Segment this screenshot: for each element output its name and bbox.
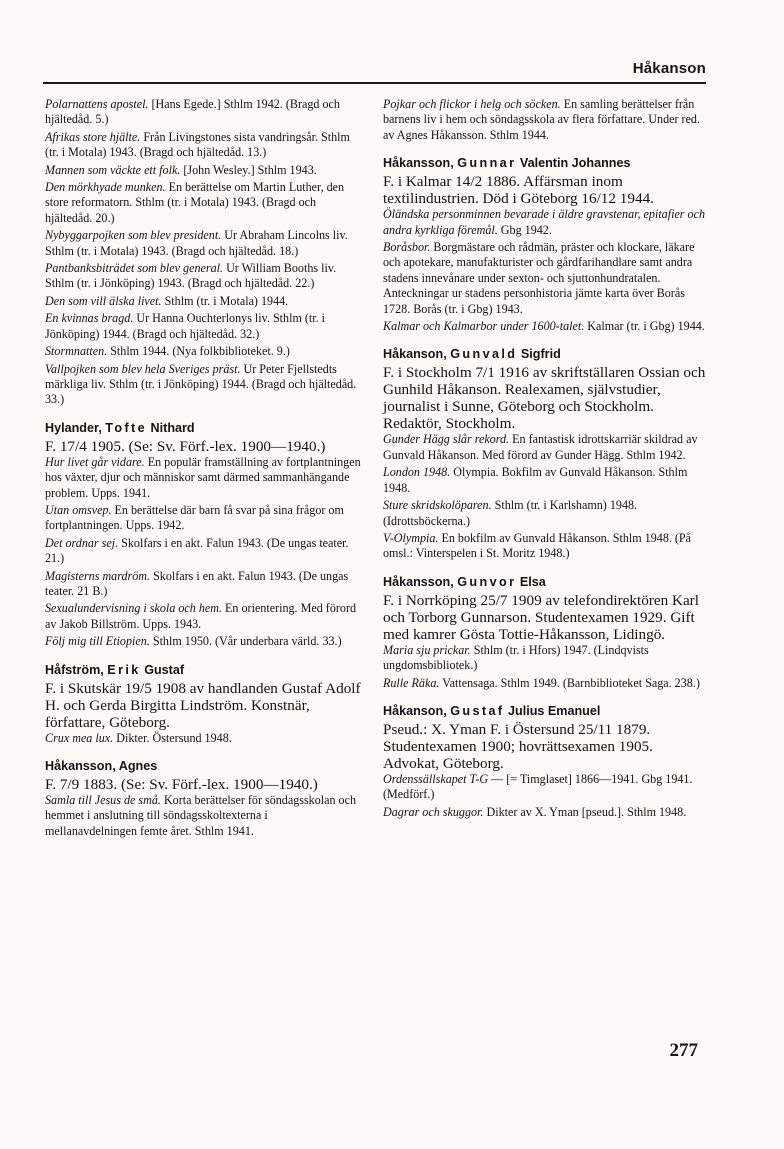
work-details: Ur William Booths liv. Sthlm (tr. i Jönköping) 1943. (Bragd och hjältedåd. 22.) (45, 261, 337, 291)
work-title: Crux mea lux. (45, 730, 114, 745)
author-bio: F. i Kalmar 14/2 1886. Affärsman inom textilindustrien. Död i Göteborg 16/12 1944. (383, 173, 654, 208)
right-column (383, 97, 706, 827)
author-other-names: Elsa (519, 574, 546, 589)
work-title: Sture skridskolöparen. (383, 498, 492, 513)
work-details: Skolfars i en akt. Falun 1943. (De ungas teater. 21.) (45, 535, 349, 566)
work-details: Dikter. Östersund 1948. (116, 730, 232, 745)
author-given-name: Tofte (105, 420, 148, 435)
work-item (45, 731, 362, 746)
work-details: [Hans Egede.] Sthlm 1942. (Bragd och hjältedåd. 5.) (45, 97, 340, 127)
work-details: Skolfars i en akt. Falun 1943. (De ungas teater. 21 B.) (45, 568, 349, 598)
work-details: Sthlm (tr. i Karlshamn) 1948. (Idrottsböckerna.) (383, 498, 638, 528)
work-item (45, 455, 362, 501)
author-bio: F. 7/9 1883. (Se: Sv. Förf.-lex. 1900—1940.) (45, 776, 318, 793)
work-details: Ur Hanna Ouchterlonys liv. Sthlm (tr. i Jönköping) 1944. (Bragd och hjältedåd. 32.) (45, 311, 326, 341)
work-item (45, 362, 362, 408)
work-title: Öländska personminnen bevarade i äldre gravstenar, epitafier och andra kyrkliga föremål. (383, 207, 706, 237)
work-item (383, 676, 706, 691)
work-details: Sthlm 1950. (Vår underbara värld. 33.) (152, 634, 342, 649)
author-entry (45, 758, 362, 839)
author-bio: F. i Norrköping 25/7 1909 av telefondirektören Karl och Torborg Gunnarson. Studentexamen 1929. Gift med kamrer Gösta Tottie-Håkansson, Lidingö. (383, 591, 699, 643)
author-other-names: Valentin Johannes (519, 156, 631, 171)
work-details: Ur Abraham Lincolns liv. Sthlm (tr. i Motala) 1943. (Bragd och hjältedåd. 18.) (45, 228, 348, 258)
work-details: [John Wesley.] Sthlm 1943. (183, 162, 317, 177)
author-heading (45, 420, 362, 437)
work-item (45, 97, 362, 128)
entries-list (383, 155, 706, 820)
continued-works (383, 97, 706, 143)
work-item (45, 130, 362, 161)
work-details: Sthlm (tr. i Hfors) 1947. (Lindqvists ungdomsbibliotek.) (383, 642, 649, 673)
work-title: Kalmar och Kalmarbor under 1600-talet. (383, 319, 585, 334)
work-item (45, 569, 362, 600)
work-details: En populär framställning av fortplantningen hos växter, djur och människor samt därmed sammanhängande problem. Upps. 1941. (45, 454, 361, 500)
author-surname: Håkanson, (383, 703, 447, 718)
author-other-names: Nithard (150, 420, 195, 435)
work-details: En berättelse där barn få svar på sina frågor om fortplantningen. Upps. 1942. (45, 502, 344, 533)
work-title: Mannen som väckte ett folk. (45, 162, 181, 177)
running-head-title: Håkanson (632, 60, 706, 77)
author-given-name: Gunnar (457, 156, 517, 171)
work-details: Dikter av X. Yman [pseud.]. Sthlm 1948. (486, 804, 687, 819)
work-item (45, 261, 362, 292)
work-title: Rulle Räka. (383, 675, 440, 690)
work-item (45, 601, 362, 632)
author-entry (45, 662, 362, 746)
work-title: London 1948. (383, 465, 451, 480)
work-details: En fantastisk idrottskarriär skildrad av Gunvald Håkanson. Med förord av Gunder Hägg. Sthlm 1942. (383, 432, 698, 462)
author-entry (383, 346, 706, 561)
work-title: Gunder Hägg slår rekord. (383, 432, 510, 447)
work-item (383, 319, 706, 334)
work-item (383, 531, 706, 562)
author-surname: Håfström, (45, 662, 104, 677)
work-item (383, 498, 706, 529)
author-entry (383, 155, 706, 334)
work-title: Det ordnar sej. (45, 535, 119, 550)
work-details: Vattensaga. Sthlm 1949. (Barnbiblioteket Saga. 238.) (442, 675, 700, 690)
work-details: Gbg 1942. (500, 222, 552, 237)
work-item (45, 344, 362, 359)
left-column (45, 97, 362, 846)
work-title: Magisterns mardröm. (45, 568, 151, 583)
work-item (383, 465, 706, 496)
work-details: Ur Peter Fjellstedts märkliga liv. Sthlm (tr. i Jönköping) 1944. (Bragd och hjältedåd. 33.) (45, 361, 357, 407)
header-rule (43, 82, 706, 84)
work-item (45, 536, 362, 567)
author-entry (45, 420, 362, 650)
author-other-names: Gustaf (144, 662, 185, 677)
work-title: Polarnattens apostel. (45, 97, 149, 111)
work-details: Från Livingstones sista vandringsår. Sthlm (tr. i Motala) 1943. (Bragd och hjältedåd. 13.) (45, 129, 350, 160)
author-surname: Hylander, (45, 420, 102, 435)
author-given-name: Gunvor (457, 574, 517, 589)
work-title: Vallpojken som blev hela Sveriges präst. (45, 361, 241, 376)
author-surname: Håkansson, (383, 156, 454, 171)
work-details: En orientering. Med förord av Jakob Billström. Upps. 1943. (45, 601, 357, 631)
author-bio: F. i Stockholm 7/1 1916 av skriftställaren Ossian och Gunhild Håkanson. Realexamen, självstudier, journalist i Sunne, Göteborg och Stockholm. Redaktör, Stockholm. (383, 364, 706, 433)
work-title: Pojkar och flickor i helg och söcken. (383, 97, 561, 111)
author-entry (383, 574, 706, 691)
work-item (383, 207, 706, 238)
work-details: — [= Timglaset] 1866—1941. Gbg 1941. (Medförf.) (383, 771, 693, 802)
work-title: Maria sju prickar. (383, 642, 471, 657)
work-item (383, 432, 706, 463)
work-title: Dagrar och skuggor. (383, 804, 484, 819)
work-item (383, 643, 706, 674)
work-item (45, 180, 362, 226)
author-surname: Håkansson, (383, 574, 454, 589)
work-title: Nybyggarpojken som blev president. (45, 228, 222, 243)
work-details: En berättelse om Martin Luther, den store reformatorn. Sthlm (tr. i Motala) 1943. (Bragd och hjältedåd. 20.) (45, 180, 345, 225)
author-surname: Håkanson, (383, 347, 447, 362)
author-given-name: Gustaf (450, 703, 505, 718)
work-details: Kalmar (tr. i Gbg) 1944. (587, 319, 705, 334)
work-item (45, 228, 362, 259)
page-number: 277 (669, 1040, 698, 1061)
author-bio: F. i Skutskär 19/5 1908 av handlanden Gustaf Adolf H. och Gerda Birgitta Lindström. Konstnär, författare, Göteborg. (45, 679, 361, 731)
author-given-name: Gunvald (450, 347, 518, 362)
author-heading (383, 155, 706, 172)
work-title: Hur livet går vidare. (45, 454, 145, 469)
work-details: En bokfilm av Gunvald Håkanson. Sthlm 1948. (På omsl.: Vinterspelen i St. Moritz 1948.) (383, 530, 692, 561)
work-title: Ordenssällskapet T-G (383, 771, 489, 786)
work-item (45, 294, 362, 309)
work-title: Följ mig till Etiopien. (45, 634, 150, 649)
work-item (45, 503, 362, 534)
author-heading (383, 574, 706, 591)
work-item (383, 772, 706, 803)
author-other-names: Sigfrid (520, 347, 561, 362)
work-item (45, 634, 362, 649)
author-heading (45, 758, 362, 775)
author-surname: Håkansson, Agnes (45, 759, 158, 773)
work-details: Korta berättelser för söndagsskolan och hemmet i anslutning till söndagsskoltexterna i mellanavdelningen femte året. Sthlm 1941. (45, 793, 357, 838)
work-title: Pantbanksbiträdet som blev general. (45, 261, 224, 276)
author-given-name: Erik (107, 662, 141, 677)
work-title: En kvinnas bragd. (45, 311, 134, 326)
author-heading (383, 703, 706, 720)
work-details: En samling berättelser från barnens liv i hem och söndagsskola av flera författare. Under red. av Agnes Håkansson. Sthlm 1944. (383, 97, 701, 142)
work-item (383, 240, 706, 317)
work-item (383, 97, 706, 143)
continued-works (45, 97, 362, 408)
author-heading (383, 346, 706, 363)
author-bio: F. 17/4 1905. (Se: Sv. Förf.-lex. 1900—1940.) (45, 437, 326, 455)
work-title: Sexualundervisning i skola och hem. (45, 601, 223, 616)
work-details: Olympia. Bokfilm av Gunvald Håkanson. Sthlm 1948. (383, 465, 688, 495)
work-item (45, 793, 362, 839)
work-title: Afrikas store hjälte. (45, 129, 141, 144)
author-bio: Pseud.: X. Yman F. i Östersund 25/11 1879. Studentexamen 1900; hovrättsexamen 1905. Advokat, Göteborg. (383, 720, 653, 772)
work-title: V-Olympia. (383, 530, 439, 545)
work-title: Den som vill älska livet. (45, 293, 162, 308)
work-title: Samla till Jesus de små. (45, 793, 161, 807)
work-title: Den mörkhyade munken. (45, 180, 166, 195)
work-item (383, 805, 706, 820)
work-title: Stormnatten. (45, 344, 108, 359)
work-item (45, 163, 362, 178)
author-other-names: Julius Emanuel (508, 703, 601, 718)
author-heading (45, 662, 362, 679)
work-details: Sthlm (tr. i Motala) 1944. (164, 293, 289, 308)
work-details: Borgmästare och rådmän, präster och klockare, läkare och apotekare, manufakturister och gårdfarihandlare samt andra stadens innevånare under sexton- och sjuttonhundratalen. Anteckningar ur stadens personhistoria jämte karta över Borås 1728. Borås (tr. i Gbg) 1943. (383, 240, 695, 316)
author-entry (383, 703, 706, 820)
entries-list (45, 420, 362, 840)
work-item (45, 311, 362, 342)
work-title: Boråsbor. (383, 240, 431, 255)
work-title: Utan omsvep. (45, 502, 112, 517)
work-details: Sthlm 1944. (Nya folkbiblioteket. 9.) (110, 344, 290, 359)
